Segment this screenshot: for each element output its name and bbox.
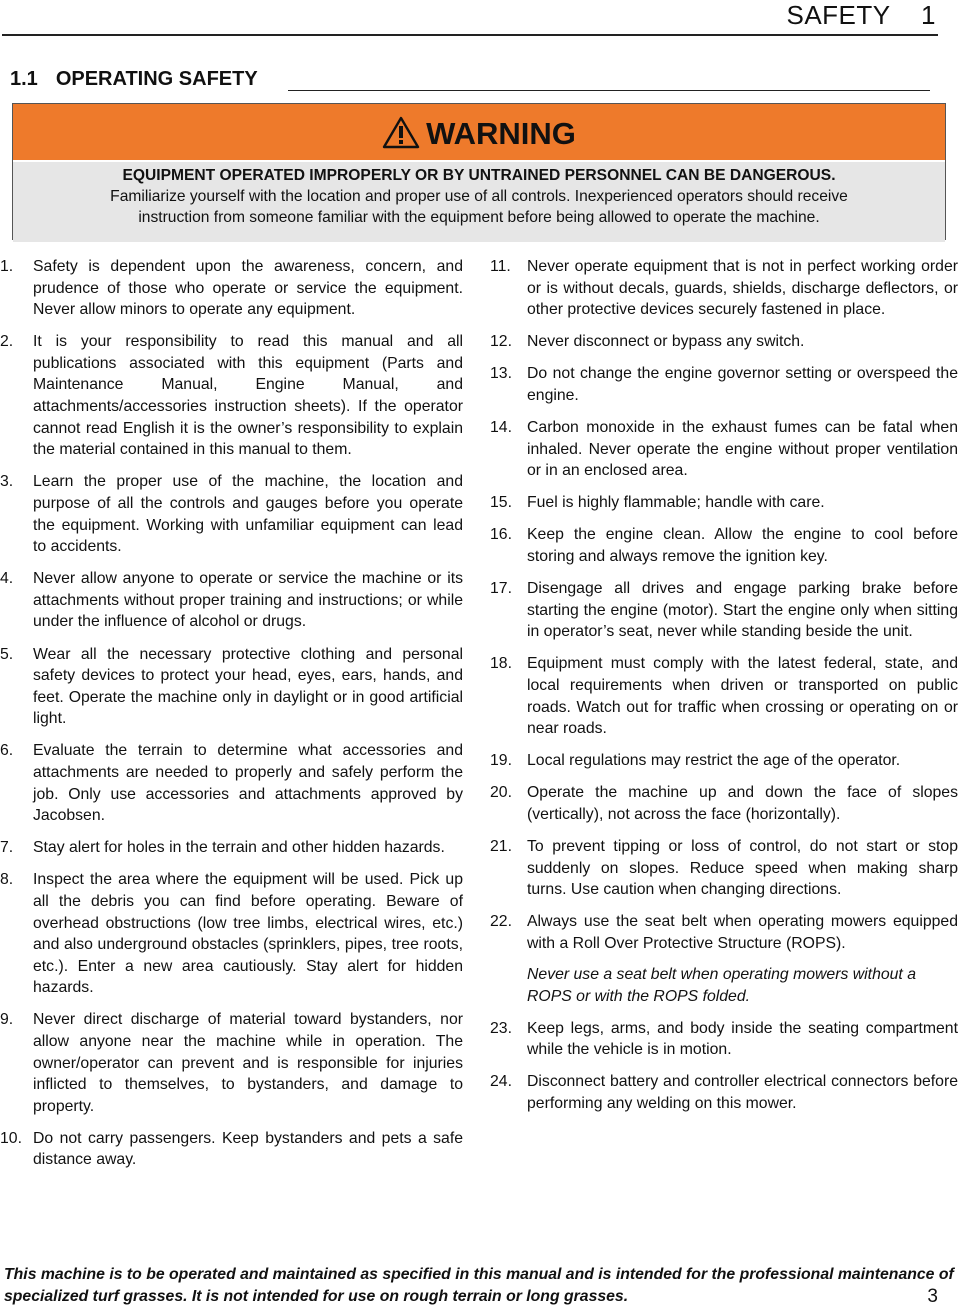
list-item-number: 23. <box>490 1019 512 1037</box>
list-item <box>490 836 958 901</box>
list-item <box>490 417 958 482</box>
list-item-text: Never disconnect or bypass any switch. <box>527 333 805 351</box>
list-item-number: 13. <box>490 365 512 383</box>
list-item-number: 24. <box>490 1073 512 1091</box>
section-number: 1.1 <box>10 68 38 90</box>
list-item-text: Wear all the necessary protective clothing and personal safety devices to protect your head, eyes, ears, hands, and feet. Operate the machine only in daylight or in good artificial light. <box>33 645 463 728</box>
list-item-number: 10. <box>0 1129 22 1147</box>
list-item <box>0 869 463 999</box>
list-item-text: Fuel is highly flammable; handle with care. <box>527 494 825 512</box>
list-item-text: Disconnect battery and controller electrical connectors before performing any welding on this mower. <box>527 1073 958 1112</box>
left-column <box>0 256 463 1182</box>
list-item <box>490 363 958 406</box>
list-item-number: 16. <box>490 526 512 544</box>
list-item <box>490 653 958 739</box>
list-item-number: 11. <box>490 258 511 275</box>
list-item-number: 8. <box>0 871 14 889</box>
list-item <box>0 256 463 321</box>
list-item <box>0 471 463 557</box>
list-item-number: 14. <box>490 419 512 437</box>
list-item-number: 5. <box>0 645 14 663</box>
section-heading-rule <box>288 90 930 91</box>
list-item <box>490 750 958 772</box>
list-item <box>490 1071 958 1114</box>
list-item <box>0 740 463 826</box>
list-item <box>490 256 958 321</box>
list-item-number: 2. <box>0 333 14 351</box>
list-item <box>0 1128 463 1171</box>
list-item <box>0 837 463 859</box>
list-item-text: Inspect the area where the equipment will be used. Pick up all the debris you can find before operating. Beware of overhead obstructions (low tree limbs, electrical wires, etc.) and also underground obstacles (sprinklers, pipes, tree roots, etc.). Enter a new area cautiously. Stay alert for hidden hazards. <box>33 871 463 997</box>
list-item-text: To prevent tipping or loss of control, do not start or stop suddenly on slopes. Reduce speed when making sharp turns. Use caution when changing directions. <box>527 838 958 899</box>
list-item <box>490 782 958 825</box>
list-item-text: Keep the engine clean. Allow the engine to cool before storing and always remove the ignition key. <box>527 526 958 566</box>
footer-note: This machine is to be operated and maintained as specified in this manual and is intended for the professional maintenance of specialized turf grasses. It is not intended for use on rough terrain or long grasses. <box>4 1266 954 1305</box>
list-item-text: Do not carry passengers. Keep bystanders and pets a safe distance away. <box>33 1129 463 1169</box>
list-item <box>490 1018 958 1061</box>
list-item-number: 20. <box>490 784 512 802</box>
list-item <box>490 331 958 353</box>
warning-title: WARNING <box>426 116 576 151</box>
list-item-text: Evaluate the terrain to determine what accessories and attachments are needed to properly and safely perform the job. Only use accessories and attachments approved by Jacobsen. <box>33 742 463 825</box>
list-item-number: 1. <box>0 258 14 275</box>
list-item <box>0 644 463 730</box>
list-item-text: Stay alert for holes in the terrain and other hidden hazards. <box>33 839 445 857</box>
list-item-number: 22. <box>490 913 512 931</box>
list-item-number: 12. <box>490 333 512 351</box>
warning-title-row <box>13 116 945 152</box>
list-item-number: 9. <box>0 1011 14 1029</box>
list-item-text: It is your responsibility to read this manual and all publications associated with this equipment (Parts and Maintenance Manual, Engine Manual, and attachments/accessories instruction sheets). If the operator cannot read English it is the owner’s responsibility to explain the material contained in this manual to them. <box>33 333 463 459</box>
list-item-text: Safety is dependent upon the awareness, concern, and prudence of those who operate or service the equipment. Never allow minors to operate any equipment. <box>33 258 463 319</box>
section-heading <box>10 68 258 91</box>
list-item-number: 7. <box>0 839 14 857</box>
list-item-text: Disengage all drives and engage parking brake before starting the engine (motor). Start the engine only when sitting in operator’s seat, never while standing beside the unit. <box>527 580 958 641</box>
page-number: 3 <box>927 1286 938 1307</box>
right-column <box>490 256 958 1125</box>
list-item-number: 21. <box>490 838 512 856</box>
list-item-number: 6. <box>0 742 14 760</box>
section-title: OPERATING SAFETY <box>55 68 258 90</box>
list-item-number: 3. <box>0 473 14 491</box>
list-item-number: 17. <box>490 580 512 598</box>
list-item-text: Never allow anyone to operate or service the machine or its attachments without proper training and instructions; or while under the influence of alcohol or drugs. <box>33 570 463 631</box>
list-item-text: Carbon monoxide in the exhaust fumes can be fatal when inhaled. Never operate the engine without proper ventilation or in an enclosed area. <box>527 419 958 480</box>
list-item <box>490 492 958 514</box>
list-item-text: Never operate equipment that is not in perfect working order or is without decals, guards, shields, discharge deflectors, or other protective devices securely fastened in place. <box>527 258 958 319</box>
warning-line-2: Familiarize yourself with the location and proper use of all controls. Inexperienced operators should receive <box>110 188 848 205</box>
warning-line-3: instruction from someone familiar with the equipment before being allowed to operate the machine. <box>138 209 820 226</box>
warning-box <box>12 103 946 240</box>
warning-body <box>13 162 945 242</box>
list-item-text: Do not change the engine governor setting or overspeed the engine. <box>527 365 958 404</box>
list-item-number: 15. <box>490 494 512 512</box>
list-item-text: Never direct discharge of material toward bystanders, nor allow anyone near the machine while in operation. The owner/operator can prevent and is responsible for injuries inflicted to themselves, to bystanders, and damage to property. <box>33 1011 463 1115</box>
list-item <box>490 911 958 954</box>
list-item <box>490 524 958 567</box>
list-item-number: 4. <box>0 570 14 588</box>
list-item-text: Operate the machine up and down the face of slopes (vertically), not across the face (horizontally). <box>527 784 958 823</box>
list-note: Never use a seat belt when operating mowers without a ROPS or with the ROPS folded. <box>527 966 916 1005</box>
warning-lead: EQUIPMENT OPERATED IMPROPERLY OR BY UNTRAINED PERSONNEL CAN BE DANGEROUS. <box>122 167 836 184</box>
header-rule <box>2 34 938 36</box>
list-item-number: 19. <box>490 752 512 770</box>
warning-triangle-icon <box>382 116 420 149</box>
page-header-title: SAFETY 1 <box>786 0 936 30</box>
list-item <box>0 1009 463 1117</box>
list-item-text: Always use the seat belt when operating mowers equipped with a Roll Over Protective Structure (ROPS). <box>527 913 958 952</box>
list-item <box>0 568 463 633</box>
list-item <box>490 578 958 643</box>
list-item-text: Local regulations may restrict the age of the operator. <box>527 752 901 770</box>
list-item-text: Learn the proper use of the machine, the location and purpose of all the controls and gauges before you operate the equipment. Working with unfamiliar equipment can lead to accidents. <box>33 473 463 556</box>
list-item <box>0 331 463 461</box>
list-item-number: 18. <box>490 655 512 673</box>
list-item-text: Equipment must comply with the latest federal, state, and local requirements when driven or transported on public roads. Watch out for traffic when crossing or operating on or near roads. <box>527 655 958 738</box>
list-item-text: Keep legs, arms, and body inside the seating compartment while the vehicle is in motion. <box>527 1019 958 1059</box>
